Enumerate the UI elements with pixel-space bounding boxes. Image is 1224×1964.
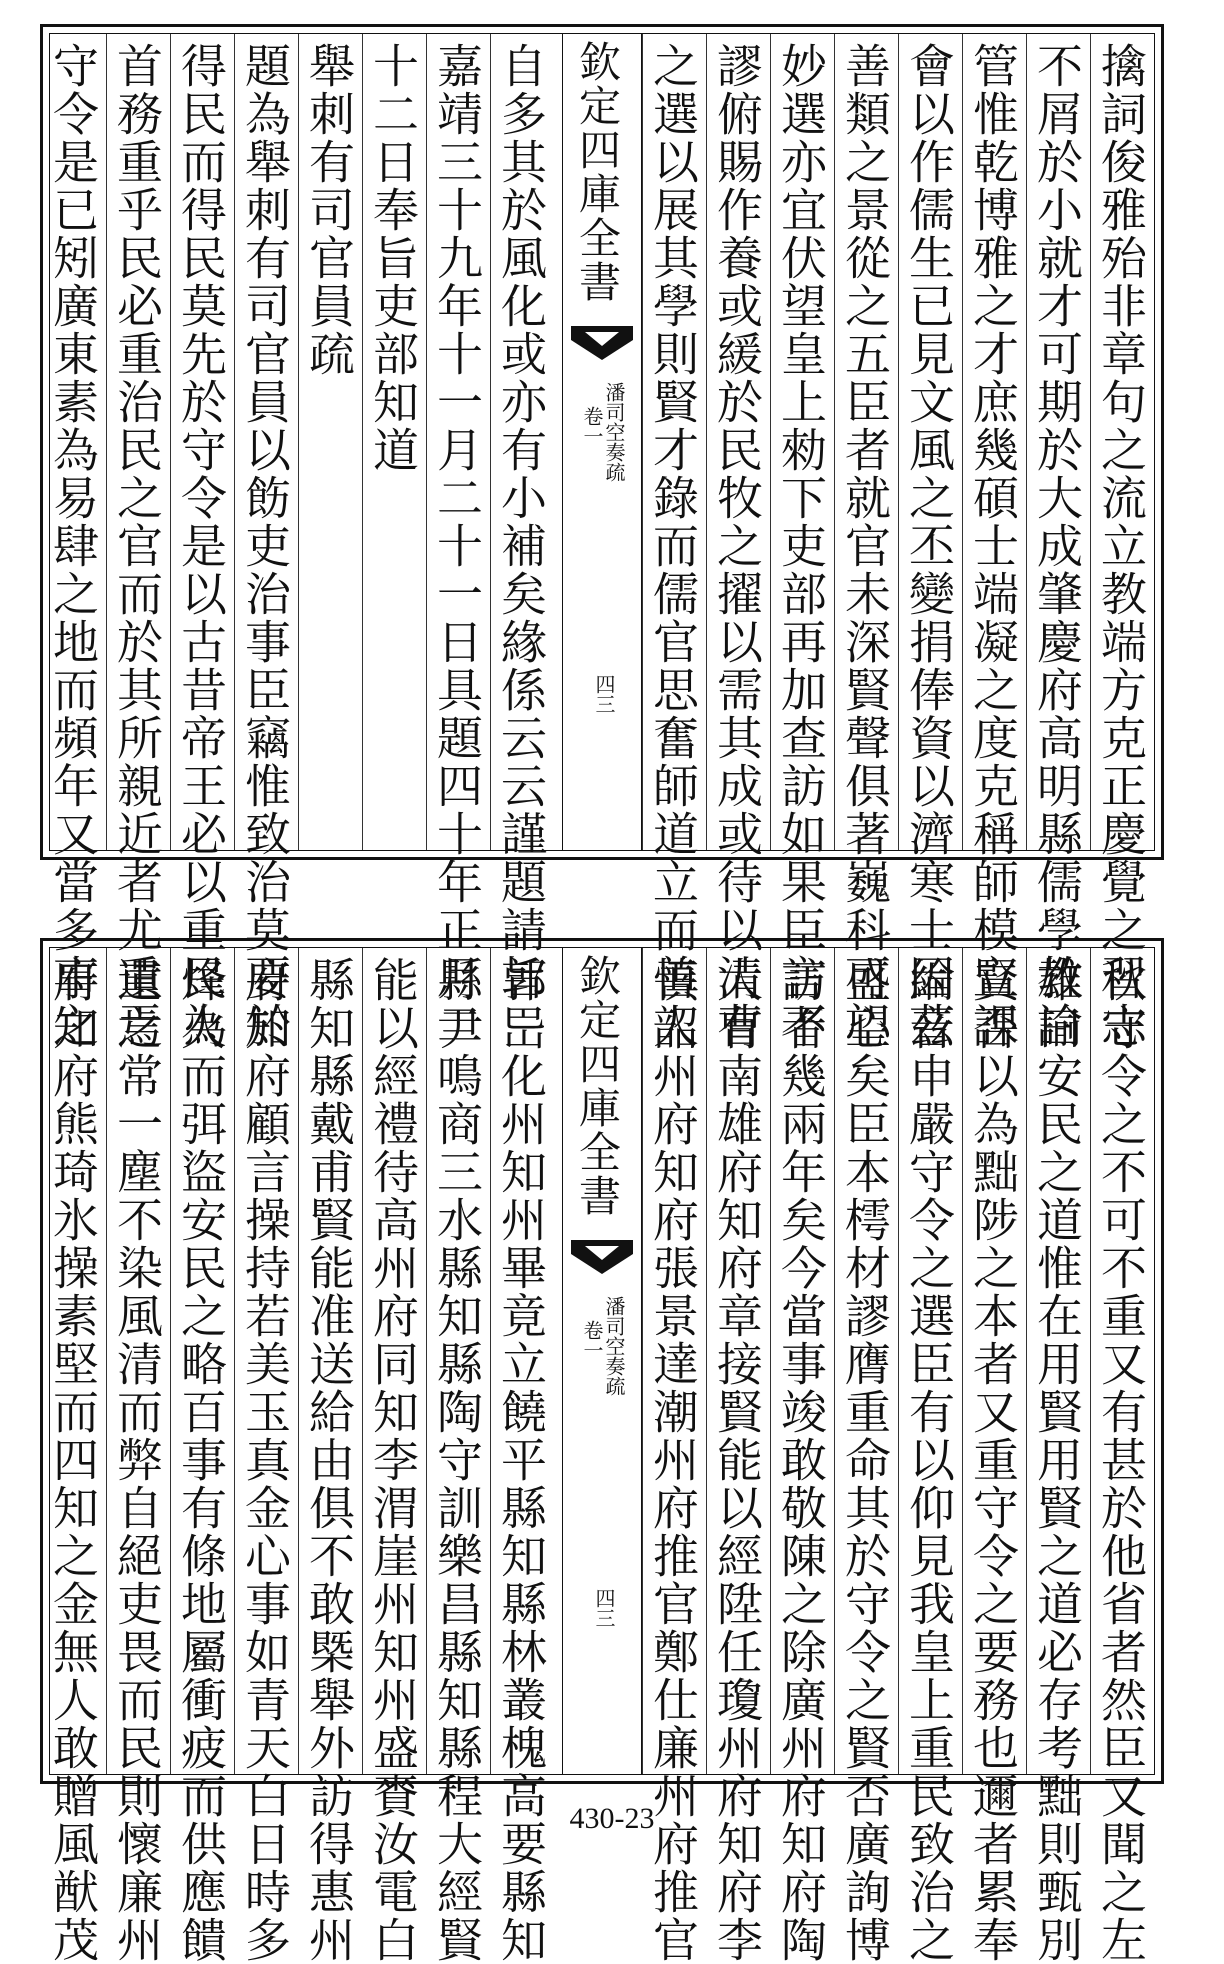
column-rule [1026, 34, 1027, 850]
column-rule [770, 34, 771, 850]
band-title: 欽定四庫全書 [573, 954, 622, 1218]
column-rule [426, 34, 427, 850]
text-column: 能以經禮待高州府同知李渭崖州知州盛賚汝電白 [366, 956, 420, 1964]
text-column: 之選以展其學則賢才錄而儒官思奮師道立而善人 [646, 42, 700, 1050]
text-column: 得民而得民莫先於守令是以古昔帝王必以重民為 [174, 42, 228, 1050]
band-juan: 卷一 [580, 406, 604, 446]
text-column: 雄曰安民之道惟在用賢用賢之道必存考黜則甄別 [1030, 956, 1084, 1964]
text-column: 管惟乾博雅之才庶幾碩士端凝之度克稱師模立課 [966, 42, 1020, 1050]
center-band [562, 34, 642, 850]
band-book-title: 潘司空奏疏 [602, 382, 626, 482]
column-rule [170, 948, 171, 1774]
text-column: 府知府顧言操持若美玉真金心事如青天白日時多 [238, 956, 292, 1964]
fish-tail-mark-icon [571, 326, 633, 360]
column-rule [1026, 948, 1027, 1774]
top-page-frame [46, 33, 1155, 1050]
text-column: 府知府熊琦氷操素堅而四知之金無人敢贈風猷茂 [46, 956, 100, 1964]
text-column: 縣尹鳴商三水縣知縣陶守訓樂昌縣知縣程大經賢 [430, 956, 484, 1964]
text-column: 十二日奉旨吏部知道 [366, 42, 420, 474]
column-rule [426, 948, 427, 1774]
column-rule [298, 34, 299, 850]
column-rule [898, 948, 899, 1774]
column-rule [770, 948, 771, 1774]
text-column: 秋守令之不可不重又有甚於他省者然臣又聞之左 [1094, 956, 1148, 1964]
text-column: 大有南雄府知府章接賢能以經陞任瓊州府知府李 [710, 956, 764, 1964]
text-column: 善類之景從之五臣者就官未深賢聲俱著巍科可望 [838, 42, 892, 1050]
text-column: 不屑於小就才可期於大成肇慶府高明縣儒學教諭 [1030, 42, 1084, 1050]
band-leaf-number: 四三 [592, 674, 616, 714]
column-rule [106, 34, 107, 850]
column-rule [1090, 34, 1091, 850]
text-column: 嘉靖三十九年十一月二十一日具題四十年正月二 [430, 42, 484, 1050]
text-column: 烽火而弭盜安民之略百事有條地屬衝疲而供應饋 [174, 956, 228, 1964]
band-title: 欽定四庫全書 [573, 40, 622, 304]
top-page [40, 24, 1164, 1050]
text-column: 郭岊化州知州畢竟立饒平縣知縣林叢槐高要縣知 [494, 956, 548, 1964]
column-rule [706, 34, 707, 850]
column-rule [834, 34, 835, 850]
column-rule [234, 34, 235, 850]
text-column: 訪者幾兩年矣今當事竣敢敬陳之除廣州府知府陶 [774, 956, 828, 1964]
column-rule [490, 948, 491, 1774]
column-rule [170, 34, 171, 850]
folio-number: 430-23 [569, 1802, 655, 1835]
text-column: 妙選亦宜伏望皇上勑下吏部再加查訪如果臣言不 [774, 42, 828, 1050]
text-column: 遺之常一塵不染風清而弊自絕吏畏而民則懷廉州 [110, 956, 164, 1964]
text-column: 縣知縣戴甫賢能准送給由俱不敢槩舉外訪得惠州 [302, 956, 356, 1964]
text-column: 慎韶州府知府張景達潮州府推官鄭仕廉州府推官 [646, 956, 700, 1964]
text-column: 題為舉刺有司官員以飭吏治事臣竊惟致治莫要於 [238, 42, 292, 1050]
text-column: 舉刺有司官員疏 [302, 42, 356, 378]
text-column: 賢否以為黜陟之本者又重守令之要務也邇者累奉 [966, 956, 1020, 1964]
column-rule [106, 948, 107, 1774]
column-rule [834, 948, 835, 1774]
band-juan: 卷一 [580, 1320, 604, 1360]
text-column: 謬俯賜作養或緩於民牧之擢以需其成或待以清曹 [710, 42, 764, 1050]
column-rule [298, 948, 299, 1774]
band-book-title: 潘司空奏疏 [602, 1296, 626, 1396]
column-rule [962, 34, 963, 850]
column-rule [962, 948, 963, 1774]
text-column: 會以作儒生已見文風之丕變捐俸資以濟寒士因茲 [902, 42, 956, 1050]
column-rule [706, 948, 707, 1774]
column-rule [490, 34, 491, 850]
text-column: 自多其於風化或亦有小補矣緣係云云謹題請旨 [494, 42, 548, 1002]
text-column: 守令是已矧廣東素為易肆之地而頻年又當多事之 [46, 42, 100, 1050]
text-column: 擒詞俊雅殆非章句之流立教端方克正慶覺之習志 [1094, 42, 1148, 1050]
text-column: 首務重乎民必重治民之官而於其所親近者尤重焉 [110, 42, 164, 1050]
fish-tail-mark-icon [571, 1240, 633, 1274]
column-rule [898, 34, 899, 850]
text-column: 盛心矣臣本樗材謬膺重命其於守令之賢否廣詢博 [838, 956, 892, 1964]
band-leaf-number: 四三 [592, 1588, 616, 1628]
column-rule [642, 34, 643, 850]
column-rule [1090, 948, 1091, 1774]
column-rule [234, 948, 235, 1774]
column-rule [642, 948, 643, 1774]
center-band [562, 948, 642, 1774]
column-rule [362, 34, 363, 850]
column-rule [362, 948, 363, 1774]
text-column: 綸音申嚴守令之選臣有以仰見我皇上重民致治之 [902, 956, 956, 1964]
